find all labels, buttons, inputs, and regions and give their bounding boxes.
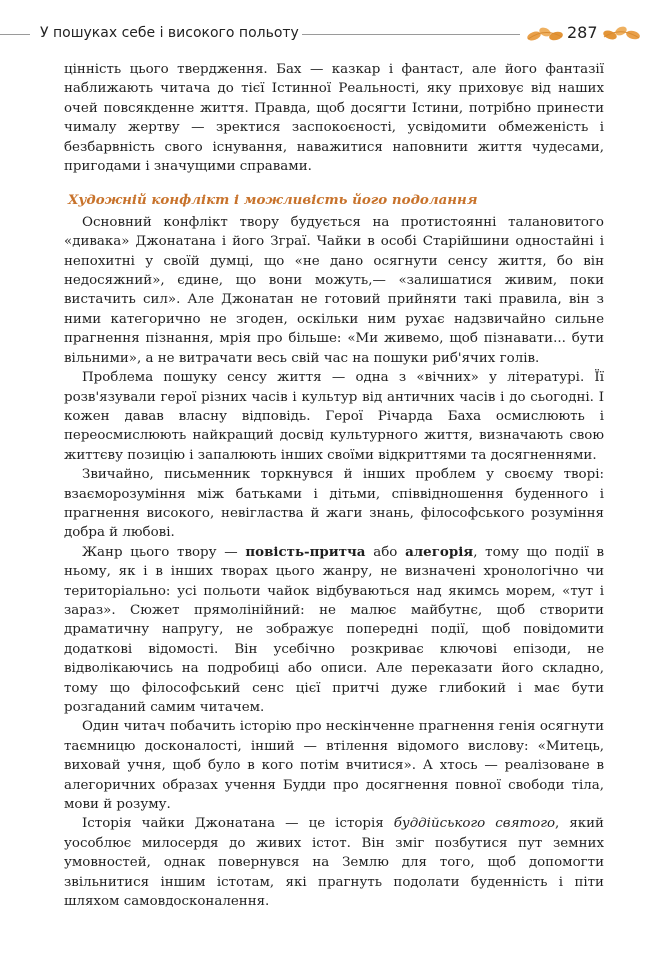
body-paragraph: Один читач побачить історію про нескінченне прагнення генія осягнути таємницю досконалості, інший — втілення відомого вислову: «Митець, виховай учня, щоб було в кого потім вчитися». А хтось — реалізоване в алегоричних образах учення Будди про досягнення повної свободи тіла, мови й розуму. <box>64 719 604 813</box>
paragraph-text: або <box>365 544 406 560</box>
term-alehoriia: алегорія <box>405 543 474 560</box>
page-number: 287 <box>567 23 598 42</box>
page-body <box>64 60 604 911</box>
leaf-ornament-icon <box>526 23 564 45</box>
running-title: У пошуках себе і високого польоту <box>40 25 299 41</box>
term-povist-prytcha: повість-притча <box>245 543 366 560</box>
emphasis-buddhist-saint: буддійського святого <box>393 816 556 832</box>
body-paragraph: Проблема пошуку сенсу життя — одна з «вічних» у літературі. Її розв'язували герої різних часів і культур від античних часів і до сьогодні. І кожен давав власну відповідь. Герої Річарда Баха осмислюють і переосмислюють найкращий досвід культурного життя, визначають свою життєву позицію і запалюють інших своїми відкриттями та досягненнями. <box>64 370 604 463</box>
genre-paragraph <box>64 543 604 718</box>
header-rule-left <box>0 34 30 35</box>
paragraph-text: , який уособлює милосердя до живих істот. Він зміг позбутися пут земних умовностей, однак повернувся на Землю для того, щоб допомогти звільнитися іншим істотам, які прагнуть подолати буденність і піти шляхом самовдосконалення. <box>64 816 604 910</box>
closing-paragraph <box>64 814 604 911</box>
header-rule-right <box>302 34 520 35</box>
paragraph-text: Історія чайки Джонатана — це історія <box>82 816 394 832</box>
body-paragraph: Основний конфлікт твору будується на протистоянні талановитого «дивака» Джонатана і його Зграї. Чайки в особі Старійшини одностайні і непохитні у своїй думці, що «не дано осягнути сенсу життя, бо він недосяжний», єдине, що вони можуть,— «залишатися живим, поки вистачить сил». Але Джонатан не готовий прийняти такі правила, він з ними категорично не згоден, оскільки ним рухає надзвичайно сильне прагнення пізнання, мрія про більше: «Ми живемо, щоб пізнавати... бути вільними», а не витрачати весь свій час на пошуки риб'ячих голів. <box>64 214 604 366</box>
paragraph-text: Жанр цього твору — <box>82 544 246 560</box>
intro-paragraph: цінність цього твердження. Бах — казкар і фантаст, але його фантазії наближають читача до тієї Істинної Реальності, яку приховує від наших очей повсякденне життя. Правда, щоб досягти Істини, потрібно принести чималу жертву — зректися заспокоєності, усвідомити обмеженість і безбарвність свого існування, наважитися наповнити життя чудесами, пригодами і значущими справами. <box>64 62 604 175</box>
paragraph-text: , тому що події в ньому, як і в інших творах цього жанру, не визначені хронологічно чи територіально: усі польоти чайок відбуваються над якимсь морем, «тут і зараз». Сюжет прямолінійний: не малює майбутнє, щоб створити драматичну напругу, не зображує попередні події, щоб повідомити додаткові відомості. Він усебічно розкриває ключові епізоди, не відволікаючись на подробиці або описи. Але переказати його складно, тому що філософський сенс цієї притчі дуже глибокий і має бути розгаданий самим читачем. <box>64 544 604 715</box>
page-header <box>0 22 660 48</box>
section-heading: Художній конфлікт і можливість його подолання <box>68 192 478 209</box>
leaf-ornament-icon <box>601 23 641 45</box>
body-paragraph: Звичайно, письменник торкнувся й інших проблем у своєму творі: взаєморозуміння між батьками і дітьми, співвідношення буденного і прагнення високого, невігластва й жаги знань, філософського розуміння добра й любові. <box>64 467 604 541</box>
